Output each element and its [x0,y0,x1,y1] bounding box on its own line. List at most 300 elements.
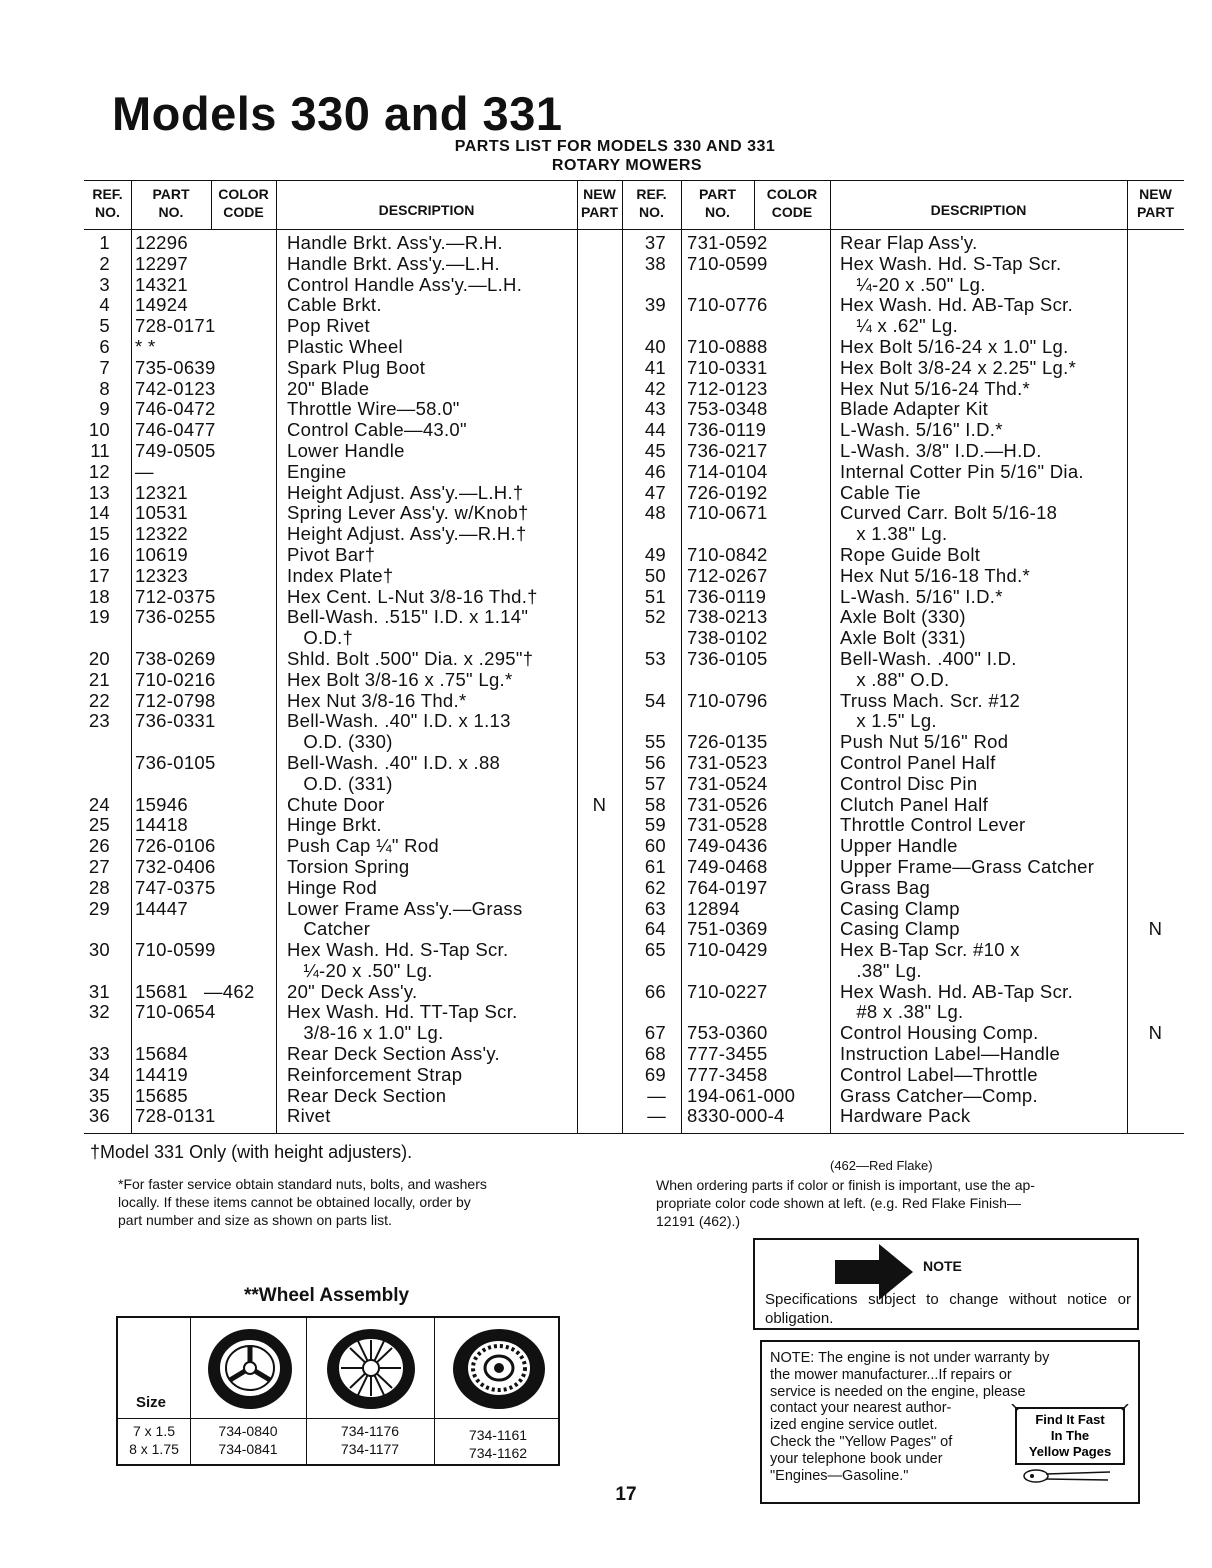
star-footnote: *For faster service obtain standard nuts, bolts, and washers locally. If these items cannot be obtained locally, order by part number and size as shown on parts list. [118,1176,487,1228]
left-part-cell: 746-0472 [135,398,216,420]
left-ref-cell: 35 [88,1084,110,1106]
left-ref-cell: 16 [88,543,110,565]
left-ref-cell: 13 [88,481,110,503]
left-new-part-cell [577,1023,622,1044]
left-ref-cell: 10 [88,419,110,441]
right-description-cell: Hex Wash. Hd. AB-Tap Scr. [840,294,1074,316]
left-description-cell: Bell-Wash. .515" I.D. x 1.14" [287,606,529,628]
left-new-part-cell [577,711,622,732]
left-part-cell: 742-0123 [135,377,216,399]
left-part-cell: 14419 [135,1063,188,1085]
header-description-right: DESCRIPTION [930,202,1027,218]
right-ref-cell [622,316,666,337]
specifications-note-box [753,1238,1139,1330]
right-description-column [840,233,1130,1127]
left-color-cell [204,379,276,400]
left-part-cell: 12296 [135,232,188,253]
left-description-cell: Hex Wash. Hd. TT-Tap Scr. [287,1001,518,1023]
left-color-cell [204,899,276,920]
right-new-part-cell [1127,399,1184,420]
left-description-cell: Engine [287,460,347,482]
right-part-cell: 736-0217 [687,439,768,461]
left-part-cell: 710-0216 [135,668,216,690]
left-description-cell: Rear Deck Section Ass'y. [287,1043,500,1065]
left-new-part-cell [577,940,622,961]
left-ref-cell: 3 [99,273,110,295]
left-ref-cell [84,961,110,982]
right-description-cell: Rope Guide Bolt [840,543,981,565]
right-ref-cell: 48 [644,502,666,524]
left-new-part-cell [577,836,622,857]
color-code-heading: (462—Red Flake) [830,1158,933,1173]
left-color-cell [204,358,276,379]
left-new-part-cell [577,1044,622,1065]
left-color-cell [204,1086,276,1107]
right-description-cell: Curved Carr. Bolt 5/16-18 [840,502,1058,524]
left-part-cell: 15685 [135,1084,188,1106]
left-description-cell: Hex Nut 3/8-16 Thd.* [287,689,467,711]
right-part-cell: 8330-000-4 [687,1105,785,1127]
left-part-cell: 10531 [135,502,188,524]
left-part-cell: 14418 [135,814,188,836]
right-part-cell: 12894 [687,897,740,919]
left-new-part-cell [577,691,622,712]
right-new-part-cell [1127,566,1184,587]
right-new-part-cell [1127,545,1184,566]
right-description-cell: Rear Flap Ass'y. [840,232,978,253]
left-new-part-cell [577,462,622,483]
size-label: Size [136,1394,167,1411]
right-part-cell: 710-0429 [687,939,768,961]
right-part-cell: 710-0671 [687,502,768,524]
left-description-cell: Catcher [287,918,371,940]
left-ref-cell: 22 [88,689,110,711]
right-description-cell: Casing Clamp [840,918,960,940]
left-color-cell [204,545,276,566]
left-ref-cell [84,628,110,649]
left-ref-cell: 15 [88,523,110,545]
color-code-note: When ordering parts if color or finish is important, use the ap- propriate color code shown at left. (e.g. Red Flake Finish— 12191 (462).) [656,1177,1035,1229]
right-new-part-cell [1127,1044,1184,1065]
right-part-cell: 714-0104 [687,460,768,482]
left-color-cell [204,961,276,982]
right-ref-cell: 37 [644,232,666,253]
right-description-cell: ¼ x .62" Lg. [840,315,959,337]
left-new-part-cell [577,607,622,628]
right-ref-cell [622,1002,666,1023]
right-description-cell: Casing Clamp [840,897,960,919]
right-ref-cell: 63 [644,897,666,919]
left-description-cell: Hinge Brkt. [287,814,382,836]
left-part-cell: 749-0505 [135,439,216,461]
right-part-column [687,233,827,1127]
left-ref-cell: 9 [99,398,110,420]
right-part-cell: 749-0468 [687,855,768,877]
left-part-cell: 10619 [135,543,188,565]
right-ref-cell: 54 [644,689,666,711]
right-ref-cell: — [647,1105,666,1127]
right-new-part-cell [1127,670,1184,691]
left-color-cell [204,919,276,940]
left-ref-cell: 24 [88,793,110,815]
right-description-cell: Hex Nut 5/16-24 Thd.* [840,377,1031,399]
left-new-part-cell [577,358,622,379]
left-color-column [204,233,276,1127]
left-ref-cell: 6 [99,335,110,357]
left-ref-cell: 25 [88,814,110,836]
left-ref-cell: 5 [99,315,110,337]
right-part-cell: 753-0360 [687,1022,768,1044]
right-description-cell: Axle Bolt (330) [840,606,966,628]
right-new-part-cell [1127,358,1184,379]
right-description-cell: Hex Wash. Hd. AB-Tap Scr. [840,980,1074,1002]
left-color-cell [204,295,276,316]
left-part-cell: 712-0798 [135,689,216,711]
right-description-cell: Axle Bolt (331) [840,627,966,649]
left-color-cell [204,275,276,296]
right-part-cell: 710-0331 [687,356,768,378]
left-part-cell: 710-0599 [135,939,216,961]
left-new-part-cell [577,670,622,691]
left-ref-cell: 18 [88,585,110,607]
left-color-cell [204,441,276,462]
right-new-part-cell [1127,379,1184,400]
left-color-cell [204,233,276,254]
left-description-cell: Plastic Wheel [287,335,403,357]
left-description-cell: Handle Brkt. Ass'y.—R.H. [287,232,504,253]
header-new-part-right: NEW PART [1136,186,1175,220]
right-ref-cell: 50 [644,564,666,586]
left-color-cell [204,483,276,504]
right-description-cell: Upper Handle [840,835,958,857]
left-new-part-cell [577,483,622,504]
right-new-part-cell [1127,795,1184,816]
left-new-part-cell [577,587,622,608]
left-color-cell [204,753,276,774]
left-ref-cell: 33 [88,1043,110,1065]
right-part-cell: 726-0192 [687,481,768,503]
left-description-cell: Spark Plug Boot [287,356,426,378]
left-ref-cell: 28 [88,876,110,898]
right-new-part-cell [1127,753,1184,774]
right-ref-cell: 55 [644,731,666,753]
right-description-cell: x .88" O.D. [840,668,950,690]
right-ref-cell: 68 [644,1043,666,1065]
left-part-cell: 12297 [135,252,188,274]
right-part-cell: 731-0526 [687,793,768,815]
right-new-part-cell [1127,483,1184,504]
header-new-part: NEW PART [580,186,619,220]
right-new-part-cell [1127,649,1184,670]
right-new-part-cell [1127,316,1184,337]
right-description-cell: Instruction Label—Handle [840,1043,1061,1065]
left-description-cell: Chute Door [287,793,385,815]
right-part-cell: 736-0119 [687,585,767,607]
dagger-footnote: †Model 331 Only (with height adjusters). [90,1142,413,1162]
left-color-cell [204,732,276,753]
left-ref-cell: 21 [88,668,110,690]
left-color-cell [204,607,276,628]
left-part-cell: 12321 [135,481,188,503]
left-ref-cell: 11 [90,439,110,461]
left-description-cell: Bell-Wash. .40" I.D. x .88 [287,751,501,773]
header-part-no: PART NO. [152,186,190,220]
left-description-cell: Torsion Spring [287,855,410,877]
right-part-cell: 731-0523 [687,751,768,773]
right-part-cell: 731-0528 [687,814,768,836]
left-part-cell: 728-0171 [135,315,216,337]
left-part-cell: 736-0331 [135,710,216,732]
header-color-code: COLOR CODE [218,186,269,220]
left-new-part-cell [577,254,622,275]
left-part-cell: 712-0375 [135,585,216,607]
left-description-cell: 20" Blade [287,377,370,399]
left-color-cell [204,337,276,358]
left-new-part-cell [577,919,622,940]
right-ref-cell: 66 [644,980,666,1002]
right-new-part-column [1127,233,1184,1127]
right-new-part-cell [1127,233,1184,254]
right-new-part-cell [1127,878,1184,899]
left-new-part-cell [577,545,622,566]
right-part-cell: 710-0842 [687,543,768,565]
right-description-cell: Internal Cotter Pin 5/16" Dia. [840,460,1084,482]
left-color-cell [204,795,276,816]
left-part-cell: 14321 [135,273,188,295]
left-color-cell [204,399,276,420]
right-description-cell: x 1.5" Lg. [840,710,937,732]
left-new-part-cell [577,878,622,899]
right-description-cell: Grass Catcher—Comp. [840,1084,1038,1106]
left-color-cell [204,815,276,836]
left-description-cell: Pop Rivet [287,315,370,337]
right-part-cell: 731-0592 [687,232,768,253]
left-ref-cell: 8 [99,377,110,399]
left-ref-cell: 27 [88,855,110,877]
left-new-part-cell [577,815,622,836]
left-description-cell: O.D. (330) [287,731,393,753]
left-ref-cell [84,919,110,940]
right-description-cell: ¼-20 x .50" Lg. [840,273,986,295]
left-ref-column [84,233,110,1127]
left-part-cell: 15681 [135,980,188,1002]
right-part-cell [687,316,827,337]
right-ref-cell: 62 [644,876,666,898]
subtitle-line-1: PARTS LIST FOR MODELS 330 AND 331 [454,138,776,155]
left-color-cell [204,691,276,712]
right-description-cell: Hex Bolt 3/8-24 x 2.25" Lg.* [840,356,1077,378]
wheel-image-2 [318,1326,424,1412]
header-part-no-right: PART NO. [698,186,737,220]
left-description-cell: Height Adjust. Ass'y.—R.H.† [287,523,527,545]
left-new-part-cell [577,753,622,774]
right-new-part-cell [1127,899,1184,920]
left-description-column [287,233,577,1127]
page-title: Models 330 and 331 [112,87,563,140]
right-description-cell: .38" Lg. [840,959,922,981]
left-description-cell: Push Cap ¼" Rod [287,835,439,857]
right-part-cell: 710-0888 [687,335,768,357]
right-ref-cell: 67 [644,1022,666,1044]
engine-note-text: NOTE: The engine is not under warranty by the mower manufacturer...If repairs or service is needed on the engine, please contact your nearest author- ized engine service outlet. Check the "Yellow Pages" of your telephone book under "Engines—Gasoline." [770,1350,1050,1484]
wheel-assembly-table [116,1316,560,1466]
left-new-part-cell [577,441,622,462]
left-color-cell [204,503,276,524]
right-new-part-cell [1127,587,1184,608]
left-new-part-cell [577,857,622,878]
right-description-cell: Control Panel Half [840,751,996,773]
left-color-cell [204,524,276,545]
right-description-cell: Throttle Control Lever [840,814,1026,836]
right-ref-cell: 59 [644,814,666,836]
left-color-cell [204,670,276,691]
right-part-cell: 710-0227 [687,980,768,1002]
right-new-part-cell [1127,691,1184,712]
right-ref-cell [622,961,666,982]
right-description-cell: Hex Wash. Hd. S-Tap Scr. [840,252,1062,274]
left-color-cell: —462 [204,980,255,1002]
right-part-cell: 712-0123 [687,377,768,399]
left-description-cell: Bell-Wash. .40" I.D. x 1.13 [287,710,511,732]
left-description-cell: Reinforcement Strap [287,1063,463,1085]
left-description-cell: 20" Deck Ass'y. [287,980,418,1002]
left-description-cell: Lower Frame Ass'y.—Grass [287,897,523,919]
note-label: NOTE [923,1258,962,1274]
left-new-part-cell [577,337,622,358]
right-new-part-cell: N [1148,918,1163,940]
left-color-cell [204,1106,276,1127]
right-part-cell [687,961,827,982]
right-new-part-cell [1127,275,1184,296]
right-ref-cell: 69 [644,1063,666,1085]
right-ref-cell [622,524,666,545]
right-new-part-cell [1127,836,1184,857]
left-new-part-cell [577,1002,622,1023]
right-ref-cell: 39 [644,294,666,316]
right-part-cell: 712-0267 [687,564,768,586]
left-new-part-cell [577,732,622,753]
right-description-cell: Bell-Wash. .400" I.D. [840,647,1017,669]
left-new-part-cell [577,233,622,254]
right-ref-cell [622,628,666,649]
left-ref-cell: 32 [88,1001,110,1023]
right-new-part-cell [1127,503,1184,524]
right-part-cell [687,275,827,296]
right-description-cell: L-Wash. 5/16" I.D.* [840,419,1003,441]
right-description-cell: Push Nut 5/16" Rod [840,731,1009,753]
left-new-part-cell [577,566,622,587]
left-color-cell [204,420,276,441]
right-description-cell: x 1.38" Lg. [840,523,948,545]
right-ref-cell: 65 [644,939,666,961]
left-new-part-cell [577,628,622,649]
right-description-cell: Control Housing Comp. [840,1022,1039,1044]
left-ref-cell: 23 [88,710,110,732]
engine-warranty-note [760,1340,1140,1504]
left-color-cell [204,878,276,899]
left-part-cell: 15946 [135,793,188,815]
left-color-cell [204,566,276,587]
right-ref-cell [622,711,666,732]
right-new-part-cell [1127,857,1184,878]
left-ref-cell: 17 [88,564,110,586]
right-ref-cell: 42 [644,377,666,399]
right-part-cell: 749-0436 [687,835,768,857]
right-part-cell: 777-3458 [687,1063,768,1085]
left-new-part-cell [577,961,622,982]
right-ref-cell: 56 [644,751,666,773]
right-new-part-cell [1127,961,1184,982]
left-description-cell: Index Plate† [287,564,394,586]
subtitle-line-2: ROTARY MOWERS [551,157,703,174]
right-new-part-cell [1127,607,1184,628]
parts-table [84,180,1184,1134]
left-new-part-cell [577,649,622,670]
wheel-parts-col-3: 734-1161 734-1162 [468,1427,528,1461]
right-part-cell [687,670,827,691]
right-ref-cell: 53 [644,647,666,669]
left-ref-cell [84,1023,110,1044]
wheel-parts-col-2: 734-1176 734-1177 [340,1423,400,1457]
right-part-cell: 777-3455 [687,1043,768,1065]
left-description-cell: Pivot Bar† [287,543,376,565]
left-color-cell [204,462,276,483]
right-ref-cell: 60 [644,835,666,857]
right-new-part-cell [1127,774,1184,795]
right-new-part-cell [1127,295,1184,316]
right-part-cell [687,524,827,545]
wheel-sizes: 7 x 1.5 8 x 1.75 [129,1423,179,1457]
left-color-cell [204,1023,276,1044]
right-part-cell: 738-0102 [687,627,768,649]
right-part-cell [687,1002,827,1023]
right-ref-cell: 45 [644,439,666,461]
left-part-cell: 726-0106 [135,835,216,857]
left-new-part-cell [577,982,622,1003]
left-new-part-cell [577,1086,622,1107]
left-part-cell: 710-0654 [135,1001,216,1023]
right-description-cell: L-Wash. 5/16" I.D.* [840,585,1003,607]
left-description-cell: ¼-20 x .50" Lg. [287,959,433,981]
left-ref-cell: 36 [88,1105,110,1127]
left-new-part-cell [577,316,622,337]
left-description-cell: Shld. Bolt .500" Dia. x .295"† [287,647,534,669]
right-ref-cell: 49 [644,543,666,565]
right-description-cell: Clutch Panel Half [840,793,989,815]
right-description-cell: Hex B-Tap Scr. #10 x [840,939,1020,961]
right-new-part-cell [1127,628,1184,649]
left-description-cell: Cable Brkt. [287,294,382,316]
right-ref-cell: 58 [644,793,666,815]
left-ref-cell: 20 [88,647,110,669]
left-part-cell: * * [135,335,156,357]
right-description-cell: #8 x .38" Lg. [840,1001,964,1023]
left-part-cell: 746-0477 [135,419,216,441]
left-ref-cell [84,753,110,774]
left-part-cell: 14447 [135,897,188,919]
left-description-cell: Throttle Wire—58.0" [287,398,460,420]
left-ref-cell: 29 [88,897,110,919]
right-description-cell: Control Disc Pin [840,772,978,794]
wheel-image-1 [200,1326,300,1412]
right-part-cell: 753-0348 [687,398,768,420]
left-color-cell [204,1065,276,1086]
wheel-parts-col-1: 734-0840 734-0841 [218,1423,278,1457]
left-part-cell: 12322 [135,523,188,545]
left-description-cell: Lower Handle [287,439,405,461]
right-part-cell: 764-0197 [687,876,768,898]
left-ref-cell: 7 [99,356,110,378]
